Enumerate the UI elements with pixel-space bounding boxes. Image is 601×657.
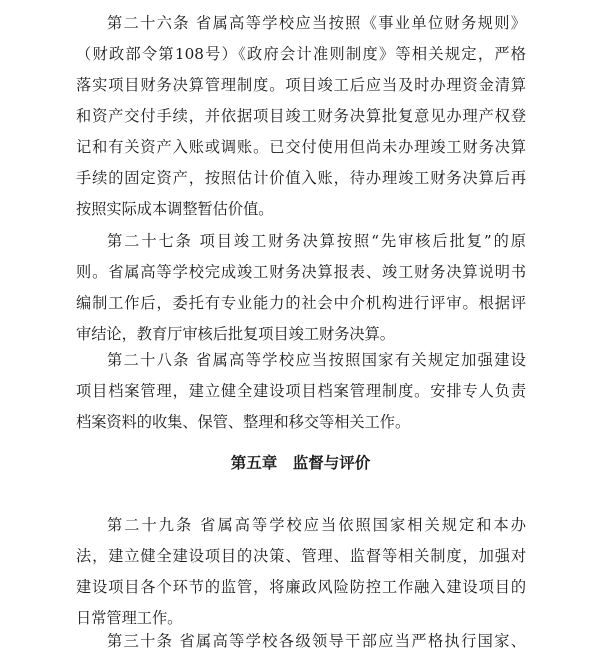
text-line: 和资产交付手续，并依据项目竣工财务决算批复意见办理产权登 <box>76 107 526 125</box>
chapter-heading: 第五章 监督与评价 <box>230 454 371 472</box>
text-line: 第三十条 省属高等学校各级领导干部应当严格执行国家、 <box>107 632 526 650</box>
text-line: 建设项目各个环节的监管，将廉政风险防控工作融入建设项目的 <box>76 578 526 596</box>
text-line: 档案资料的收集、保管、整理和移交等相关工作。 <box>76 413 411 431</box>
article-29-paragraph <box>76 510 526 634</box>
text-line: 第二十九条 省属高等学校应当依照国家相关规定和本办 <box>107 516 526 534</box>
text-line: 法，建立健全建设项目的决策、管理、监督等相关制度，加强对 <box>76 547 526 565</box>
text-line: 第二十八条 省属高等学校应当按照国家有关规定加强建设 <box>107 351 526 369</box>
text-line: 编制工作后，委托有专业能力的社会中介机构进行评审。根据评 <box>76 294 526 312</box>
text-line: 审结论，教育厅审核后批复项目竣工财务决算。 <box>76 325 395 343</box>
text-line: 手续的固定资产，按照估计价值入账，待办理竣工财务决算后再 <box>76 169 526 187</box>
text-line: 则。省属高等学校完成竣工财务决算报表、竣工财务决算说明书 <box>76 263 526 281</box>
text-line: （财政部令第108号）《政府会计准则制度》等相关规定，严格 <box>76 45 526 63</box>
text-line: 第二十七条 项目竣工财务决算按照“先审核后批复”的原 <box>107 232 526 250</box>
text-line: 第二十六条 省属高等学校应当按照《事业单位财务规则》 <box>107 14 526 32</box>
article-27-paragraph <box>76 226 526 350</box>
text-line: 落实项目财务决算管理制度。项目竣工后应当及时办理资金清算 <box>76 76 526 94</box>
article-30-paragraph <box>76 626 526 657</box>
text-line: 日常管理工作。 <box>76 609 183 627</box>
article-26-paragraph <box>76 8 526 225</box>
text-line: 记和有关资产入账或调账。已交付使用但尚未办理竣工财务决算 <box>76 138 526 156</box>
text-line: 按照实际成本调整暂估价值。 <box>76 200 274 218</box>
text-line: 项目档案管理，建立健全建设项目档案管理制度。安排专人负责 <box>76 382 526 400</box>
article-28-paragraph <box>76 345 526 438</box>
